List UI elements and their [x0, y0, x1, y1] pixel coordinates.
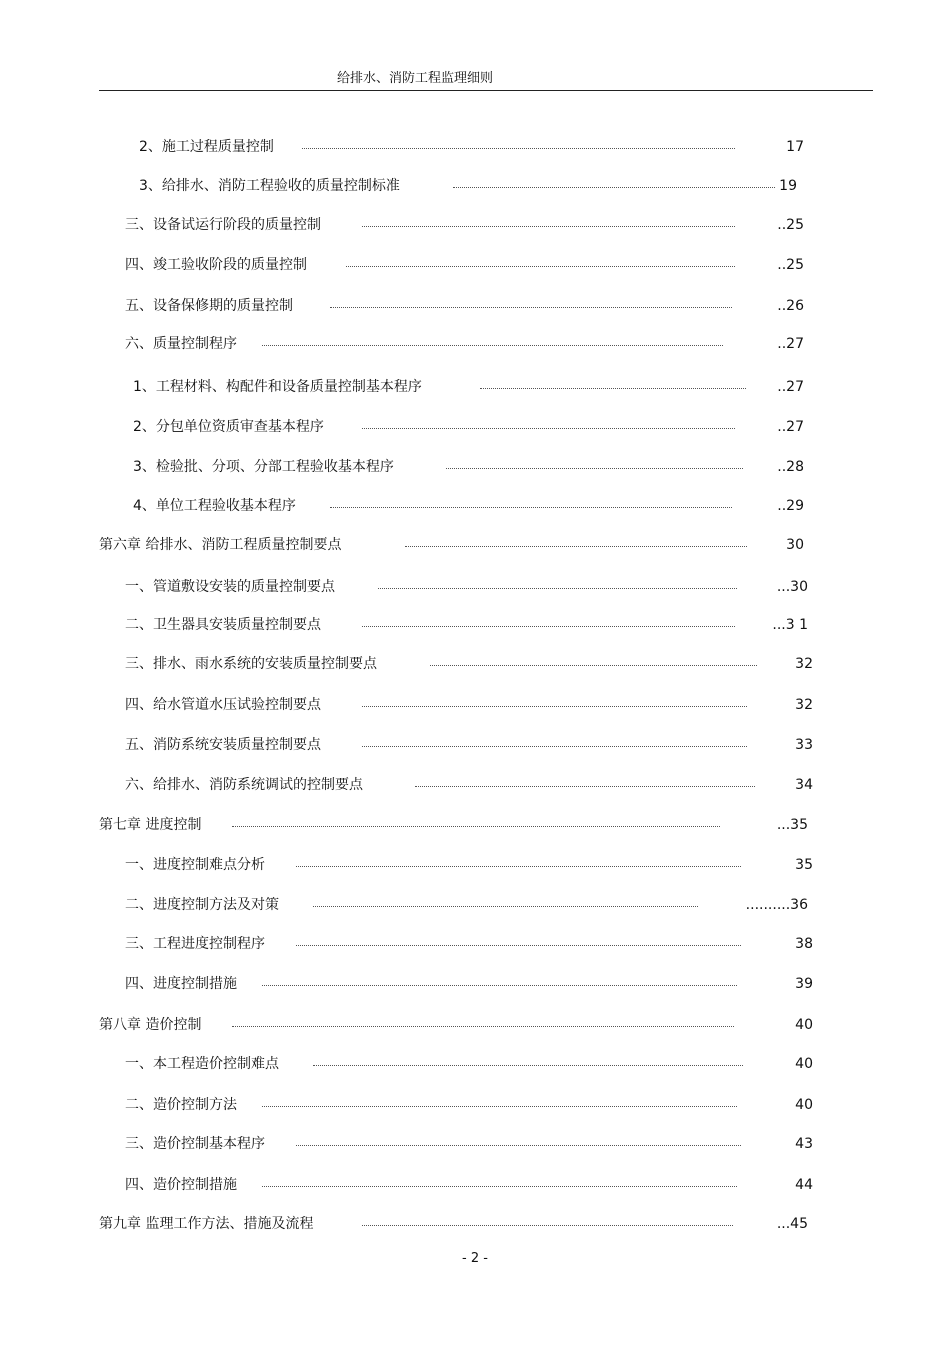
toc-entry-label: 四、竣工验收阶段的质量控制 — [125, 257, 307, 273]
toc-leader-dots — [362, 626, 735, 627]
toc-entry-label: 二、进度控制方法及对策 — [125, 897, 279, 913]
toc-entry — [0, 456, 950, 478]
toc-entry-label: 一、本工程造价控制难点 — [125, 1056, 279, 1072]
toc-entry-label: 六、给排水、消防系统调试的控制要点 — [125, 777, 363, 793]
toc-leader-dots — [330, 507, 732, 508]
toc-entry — [0, 653, 950, 675]
toc-entry-label: 四、给水管道水压试验控制要点 — [125, 697, 321, 713]
toc-entry — [0, 614, 950, 636]
toc-entry-page: ...3 1 — [772, 617, 808, 633]
toc-entry-page: 44 — [795, 1177, 813, 1193]
toc-entry — [0, 774, 950, 796]
toc-entry-page: ..27 — [777, 336, 804, 352]
toc-leader-dots — [362, 428, 735, 429]
toc-entry-page: 43 — [795, 1136, 813, 1152]
toc-entry-page: ..26 — [777, 298, 804, 314]
document-title: 给排水、消防工程监理细则 — [337, 71, 494, 86]
toc-entry-page: 19 — [779, 178, 797, 194]
toc-entry-label: 三、排水、雨水系统的安装质量控制要点 — [125, 656, 377, 672]
toc-entry-label: 第七章 进度控制 — [99, 817, 202, 833]
toc-leader-dots — [262, 985, 737, 986]
toc-entry-page: ...30 — [776, 579, 808, 595]
toc-entry — [0, 295, 950, 317]
toc-entry-page: 38 — [795, 936, 813, 952]
toc-entry-label: 四、造价控制措施 — [125, 1177, 237, 1193]
toc-leader-dots — [330, 307, 732, 308]
toc-entry-label: 二、卫生器具安装质量控制要点 — [125, 617, 321, 633]
toc-entry — [0, 333, 950, 355]
toc-entry — [0, 894, 950, 916]
toc-leader-dots — [430, 665, 757, 666]
toc-leader-dots — [262, 1186, 737, 1187]
toc-entry-page: ..25 — [777, 217, 804, 233]
toc-entry-label: 2、分包单位资质审查基本程序 — [133, 419, 324, 435]
toc-leader-dots — [362, 226, 735, 227]
toc-entry-label: 3、给排水、消防工程验收的质量控制标准 — [139, 178, 400, 194]
toc-entry-label: 1、工程材料、构配件和设备质量控制基本程序 — [133, 379, 422, 395]
toc-entry-page: 35 — [795, 857, 813, 873]
toc-entry — [0, 576, 950, 598]
toc-leader-dots — [232, 826, 720, 827]
toc-entry-page: 34 — [795, 777, 813, 793]
toc-leader-dots — [296, 866, 741, 867]
toc-entry-page: 33 — [795, 737, 813, 753]
toc-entry-page: ..27 — [777, 379, 804, 395]
toc-entry — [0, 495, 950, 517]
toc-entry — [0, 694, 950, 716]
toc-entry — [0, 1053, 950, 1075]
toc-leader-dots — [378, 588, 737, 589]
toc-leader-dots — [262, 345, 723, 346]
toc-entry — [0, 1174, 950, 1196]
toc-entry-page: ..28 — [777, 459, 804, 475]
page-number: - 2 - — [462, 1251, 488, 1266]
toc-leader-dots — [362, 746, 747, 747]
toc-entry — [0, 1014, 950, 1036]
toc-entry-page: 32 — [795, 697, 813, 713]
toc-leader-dots — [296, 945, 741, 946]
toc-entry-page: ..........36 — [745, 897, 808, 913]
toc-entry — [0, 1213, 950, 1235]
toc-entry — [0, 1133, 950, 1155]
toc-leader-dots — [453, 187, 775, 188]
toc-entry — [0, 814, 950, 836]
toc-entry — [0, 376, 950, 398]
toc-entry-label: 第八章 造价控制 — [99, 1017, 202, 1033]
toc-entry-label: 五、设备保修期的质量控制 — [125, 298, 293, 314]
toc-entry-page: 40 — [795, 1056, 813, 1072]
toc-entry-label: 二、造价控制方法 — [125, 1097, 237, 1113]
toc-entry-page: ...45 — [776, 1216, 808, 1232]
toc-entry-page: 32 — [795, 656, 813, 672]
toc-leader-dots — [415, 786, 755, 787]
toc-leader-dots — [362, 1225, 733, 1226]
toc-leader-dots — [232, 1026, 734, 1027]
toc-entry-page: ..27 — [777, 419, 804, 435]
toc-entry-label: 六、质量控制程序 — [125, 336, 237, 352]
toc-entry-label: 第九章 监理工作方法、措施及流程 — [99, 1216, 314, 1232]
toc-entry — [0, 254, 950, 276]
toc-entry-page: 40 — [795, 1017, 813, 1033]
toc-entry — [0, 1094, 950, 1116]
toc-entry — [0, 175, 950, 197]
toc-entry — [0, 973, 950, 995]
toc-entry — [0, 854, 950, 876]
header-divider — [99, 90, 873, 91]
toc-entry-page: ...35 — [776, 817, 808, 833]
toc-entry-label: 第六章 给排水、消防工程质量控制要点 — [99, 537, 342, 553]
toc-entry-page: 17 — [786, 139, 804, 155]
toc-entry-label: 3、检验批、分项、分部工程验收基本程序 — [133, 459, 394, 475]
toc-entry-label: 2、施工过程质量控制 — [139, 139, 274, 155]
toc-leader-dots — [405, 546, 747, 547]
toc-leader-dots — [302, 148, 735, 149]
toc-entry-label: 三、工程进度控制程序 — [125, 936, 265, 952]
toc-entry-label: 三、造价控制基本程序 — [125, 1136, 265, 1152]
toc-leader-dots — [446, 468, 743, 469]
toc-entry-label: 一、进度控制难点分析 — [125, 857, 265, 873]
toc-leader-dots — [346, 266, 735, 267]
toc-entry-label: 五、消防系统安装质量控制要点 — [125, 737, 321, 753]
toc-entry-page: 40 — [795, 1097, 813, 1113]
toc-entry — [0, 136, 950, 158]
toc-entry-page: 30 — [786, 537, 804, 553]
toc-leader-dots — [296, 1145, 741, 1146]
toc-entry — [0, 214, 950, 236]
toc-entry-label: 4、单位工程验收基本程序 — [133, 498, 296, 514]
toc-leader-dots — [362, 706, 747, 707]
toc-entry-page: 39 — [795, 976, 813, 992]
toc-entry-page: ..25 — [777, 257, 804, 273]
toc-entry-label: 四、进度控制措施 — [125, 976, 237, 992]
toc-entry-label: 三、设备试运行阶段的质量控制 — [125, 217, 321, 233]
toc-leader-dots — [262, 1106, 737, 1107]
toc-leader-dots — [313, 1065, 743, 1066]
toc-leader-dots — [313, 906, 698, 907]
toc-entry — [0, 534, 950, 556]
toc-leader-dots — [480, 388, 746, 389]
toc-entry-page: ..29 — [777, 498, 804, 514]
toc-entry — [0, 734, 950, 756]
toc-entry-label: 一、管道敷设安装的质量控制要点 — [125, 579, 335, 595]
toc-entry — [0, 933, 950, 955]
toc-entry — [0, 416, 950, 438]
